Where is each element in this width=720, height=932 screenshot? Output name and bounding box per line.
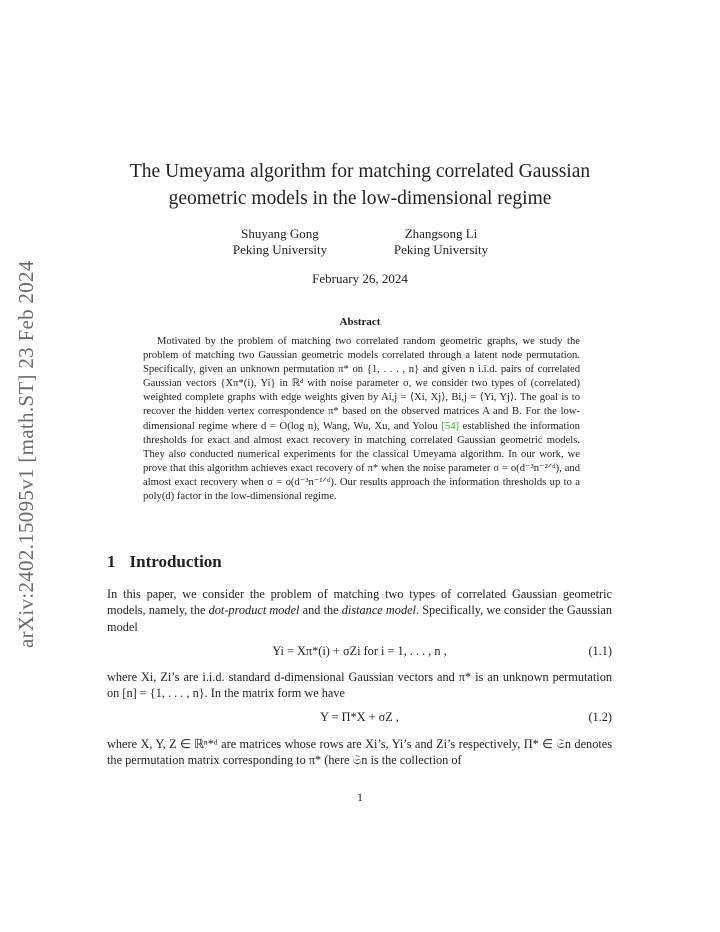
equation-formula: Y = Π*X + σZ , (320, 710, 399, 724)
intro-text-end: . Specifically, we consider the Gaussian model (107, 603, 613, 634)
intro-paragraph-3 (107, 736, 612, 769)
paper-date: February 26, 2024 (312, 271, 408, 286)
title-line-1: The Umeyama algorithm for matching correlated Gaussian (129, 161, 591, 182)
section-number: 1 (107, 552, 116, 571)
intro-paragraph-2 (107, 669, 612, 702)
abstract-body (143, 335, 580, 504)
author-block (0, 226, 720, 262)
intro-text: In this paper, we consider the problem of matching two types of correlated Gaussian geometric models, namely, (107, 587, 612, 618)
citation-link[interactable]: [54] (441, 420, 460, 432)
section-heading (107, 552, 222, 572)
author-affiliation: Peking University (232, 242, 328, 257)
arxiv-identifier: arXiv:2402.15095v1 [math.ST] 23 Feb 2024 (14, 260, 38, 648)
equation-number: (1.1) (588, 644, 612, 658)
emphasis-dot-product: dot-product model (208, 603, 300, 618)
paper-title (100, 158, 620, 212)
intro-paragraph-1: In this paper, we consider the problem of matching two types of correlated Gaussian geometric models, namely, the dot-product model and the distance model. Specifically, we consider the Gaussian model (107, 587, 613, 634)
intro-text-3: where X, Y, Z ∈ ℝⁿ*ᵈ are matrices whose rows are Xi’s, Yi’s and Zi’s respectively, Π* ∈ 𝔖n denotes the permutation matrix corresponding to π* (here 𝔖n is the collection of (107, 737, 612, 768)
author-affiliation: Peking University (393, 242, 489, 257)
section-title: Introduction (129, 552, 222, 571)
title-line-2: geometric models in the low-dimensional regime (168, 188, 552, 209)
author-1 (220, 226, 340, 258)
author-name: Shuyang Gong (241, 226, 319, 241)
equation-number: (1.2) (588, 710, 612, 724)
equation-1-1 (107, 644, 612, 662)
equation-formula: Yi = Xπ*(i) + σZi for i = 1, . . . , n , (272, 644, 447, 658)
page-number: 1 (357, 790, 363, 804)
intro-text-and: and the (302, 603, 339, 618)
author-name: Zhangsong Li (404, 226, 478, 241)
abstract-text-1: Motivated by the problem of matching two correlated random geometric graphs, we study the problem of matching two Gaussian geometric models correlated through a latent node permutation. Specifically, given an unknown permutation π* on {1, . . . , n} and given n i.i.d. pairs of correlated Gaussian vectors {Xπ*(i), Yi} in ℝᵈ with noise parameter σ, we consider two types of (correlated) weighted complete graphs with edge weights given by Ai,j = ⟨Xi, Xj⟩, Bi,j = ⟨Yi, Yj⟩. The goal is to recover the hidden vertex correspondence π* based on the observed matrices A and B. For the low-dimensional regime where d = O(log n), Wang, Wu, Xu, and Yolou (143, 336, 580, 432)
author-2 (376, 226, 506, 258)
intro-text-2: where Xi, Zi’s are i.i.d. standard d-dimensional Gaussian vectors and π* is an unknown permutation on [n] = {1, . . . , n}. In the matrix form we have (107, 670, 612, 701)
abstract-text-2: established the information thresholds for exact and almost exact recovery in matching correlated Gaussian geometric models. They also conducted numerical experiments for the classical Umeyama algorithm. In our work, we prove that this algorithm achieves exact recovery of π* when the noise parameter σ = o(d⁻³n⁻²ᐟᵈ), and almost exact recovery when σ = o(d⁻³n⁻¹ᐟᵈ). Our results approach the information thresholds up to a poly(d) factor in the low-dimensional regime. (143, 420, 580, 503)
emphasis-distance: distance model (341, 603, 416, 618)
abstract-heading: Abstract (339, 316, 381, 328)
equation-1-2 (107, 710, 612, 728)
